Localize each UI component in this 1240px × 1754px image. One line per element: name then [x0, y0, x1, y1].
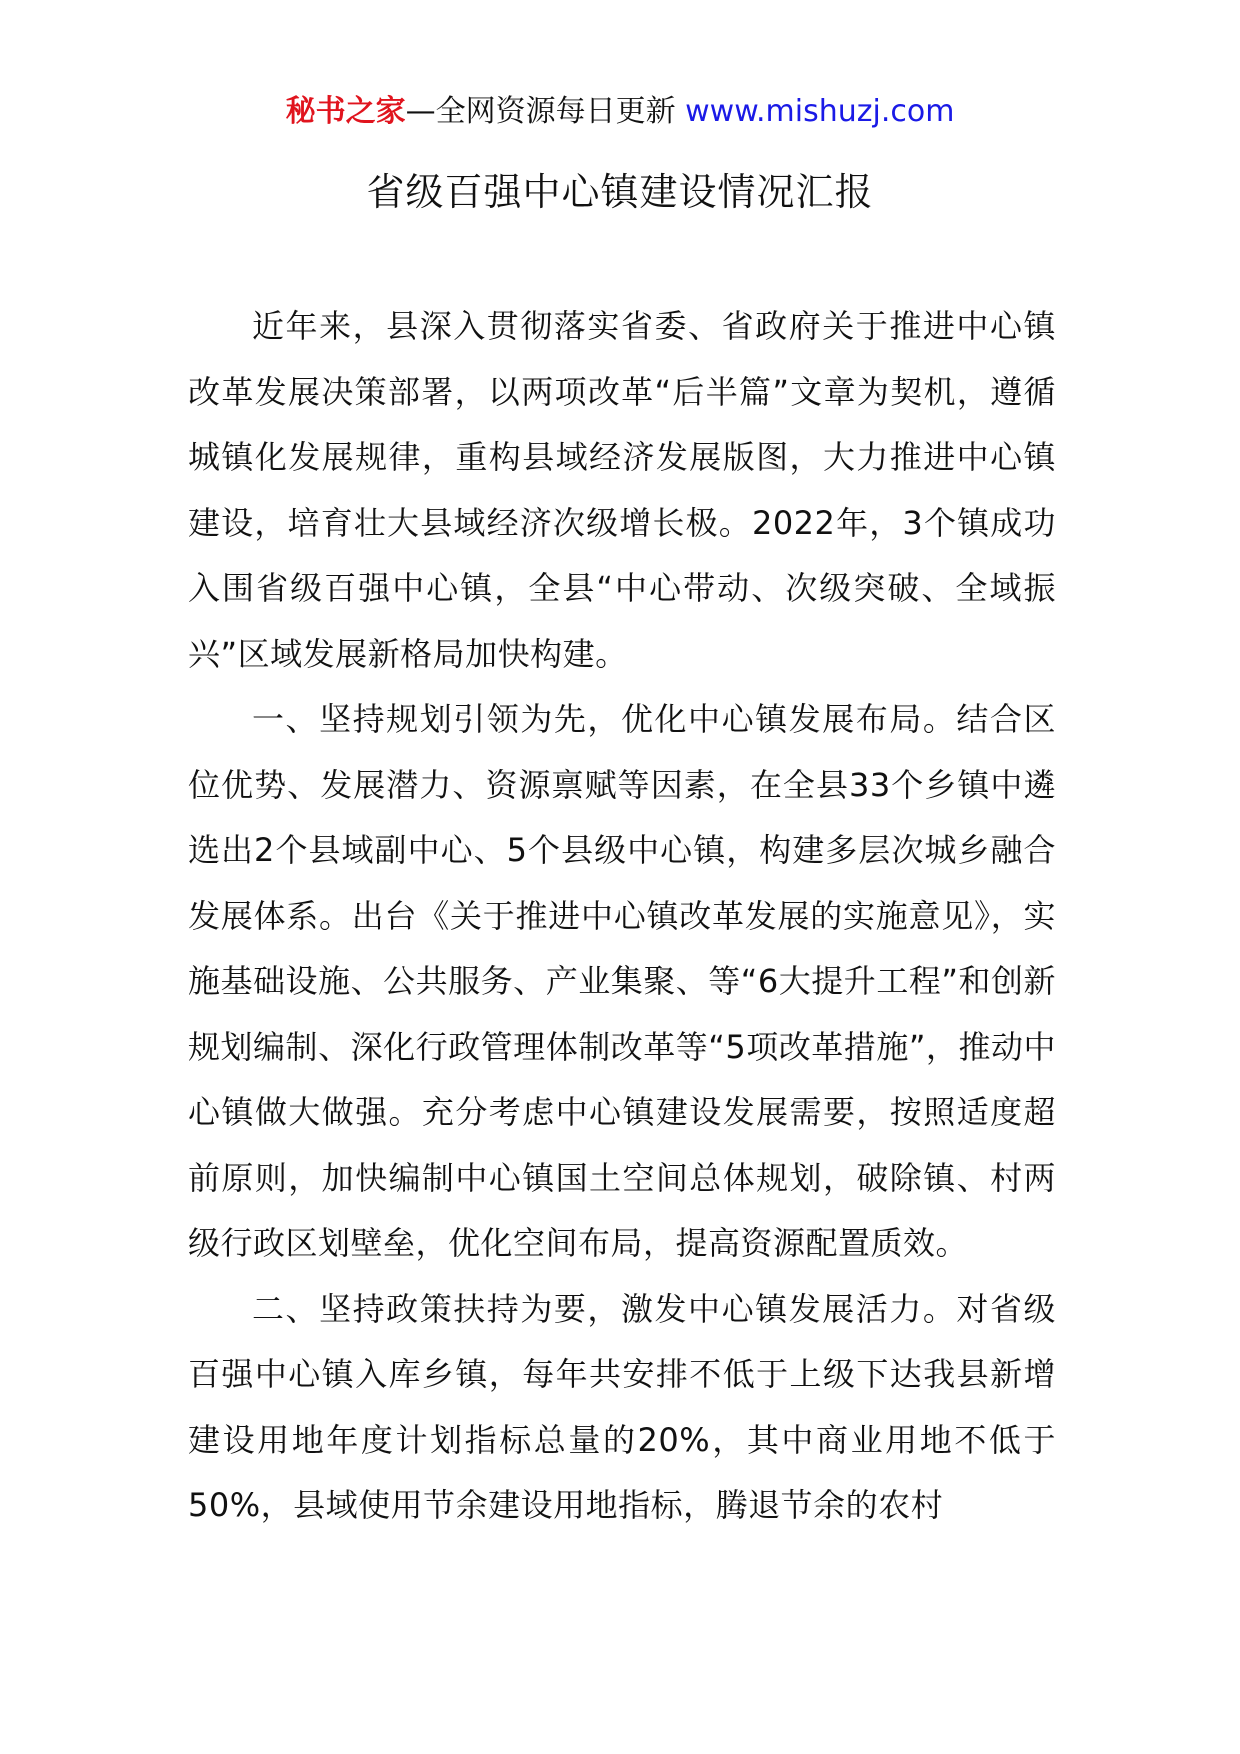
site-slogan: —全网资源每日更新: [405, 94, 686, 129]
document-body: [188, 294, 1056, 1539]
paragraph-section-1: 一、坚持规划引领为先，优化中心镇发展布局。结合区位优势、发展潜力、资源禀赋等因素，在全县33个乡镇中遴选出2个县域副中心、5个县级中心镇，构建多层次城乡融合发展体系。出台《关于推进中心镇改革发展的实施意见》，实施基础设施、公共服务、产业集聚、等“6大提升工程”和创新规划编制、深化行政管理体制改革等“5项改革措施”，推动中心镇做大做强。充分考虑中心镇建设发展需要，按照适度超前原则，加快编制中心镇国土空间总体规划，破除镇、村两级行政区划壁垒，优化空间布局，提高资源配置质效。: [188, 700, 1056, 1262]
site-brand: 秘书之家: [285, 94, 406, 129]
paragraph-section-2: 二、坚持政策扶持为要，激发中心镇发展活力。对省级百强中心镇入库乡镇，每年共安排不低于上级下达我县新增建设用地年度计划指标总量的20%，其中商业用地不低于50%，县域使用节余建设用地指标，腾退节余的农村: [188, 1289, 1056, 1524]
site-header: [0, 92, 1240, 132]
site-url-link[interactable]: www.mishuzj.com: [685, 94, 955, 129]
paragraph-intro: 近年来，县深入贯彻落实省委、省政府关于推进中心镇改革发展决策部署，以两项改革“后半篇”文章为契机，遵循城镇化发展规律，重构县域经济发展版图，大力推进中心镇建设，培育壮大县域经济次级增长极。2022年，3个镇成功入围省级百强中心镇，全县“中心带动、次级突破、全域振兴”区域发展新格局加快构建。: [188, 307, 1056, 673]
document-title: 省级百强中心镇建设情况汇报: [366, 170, 874, 214]
